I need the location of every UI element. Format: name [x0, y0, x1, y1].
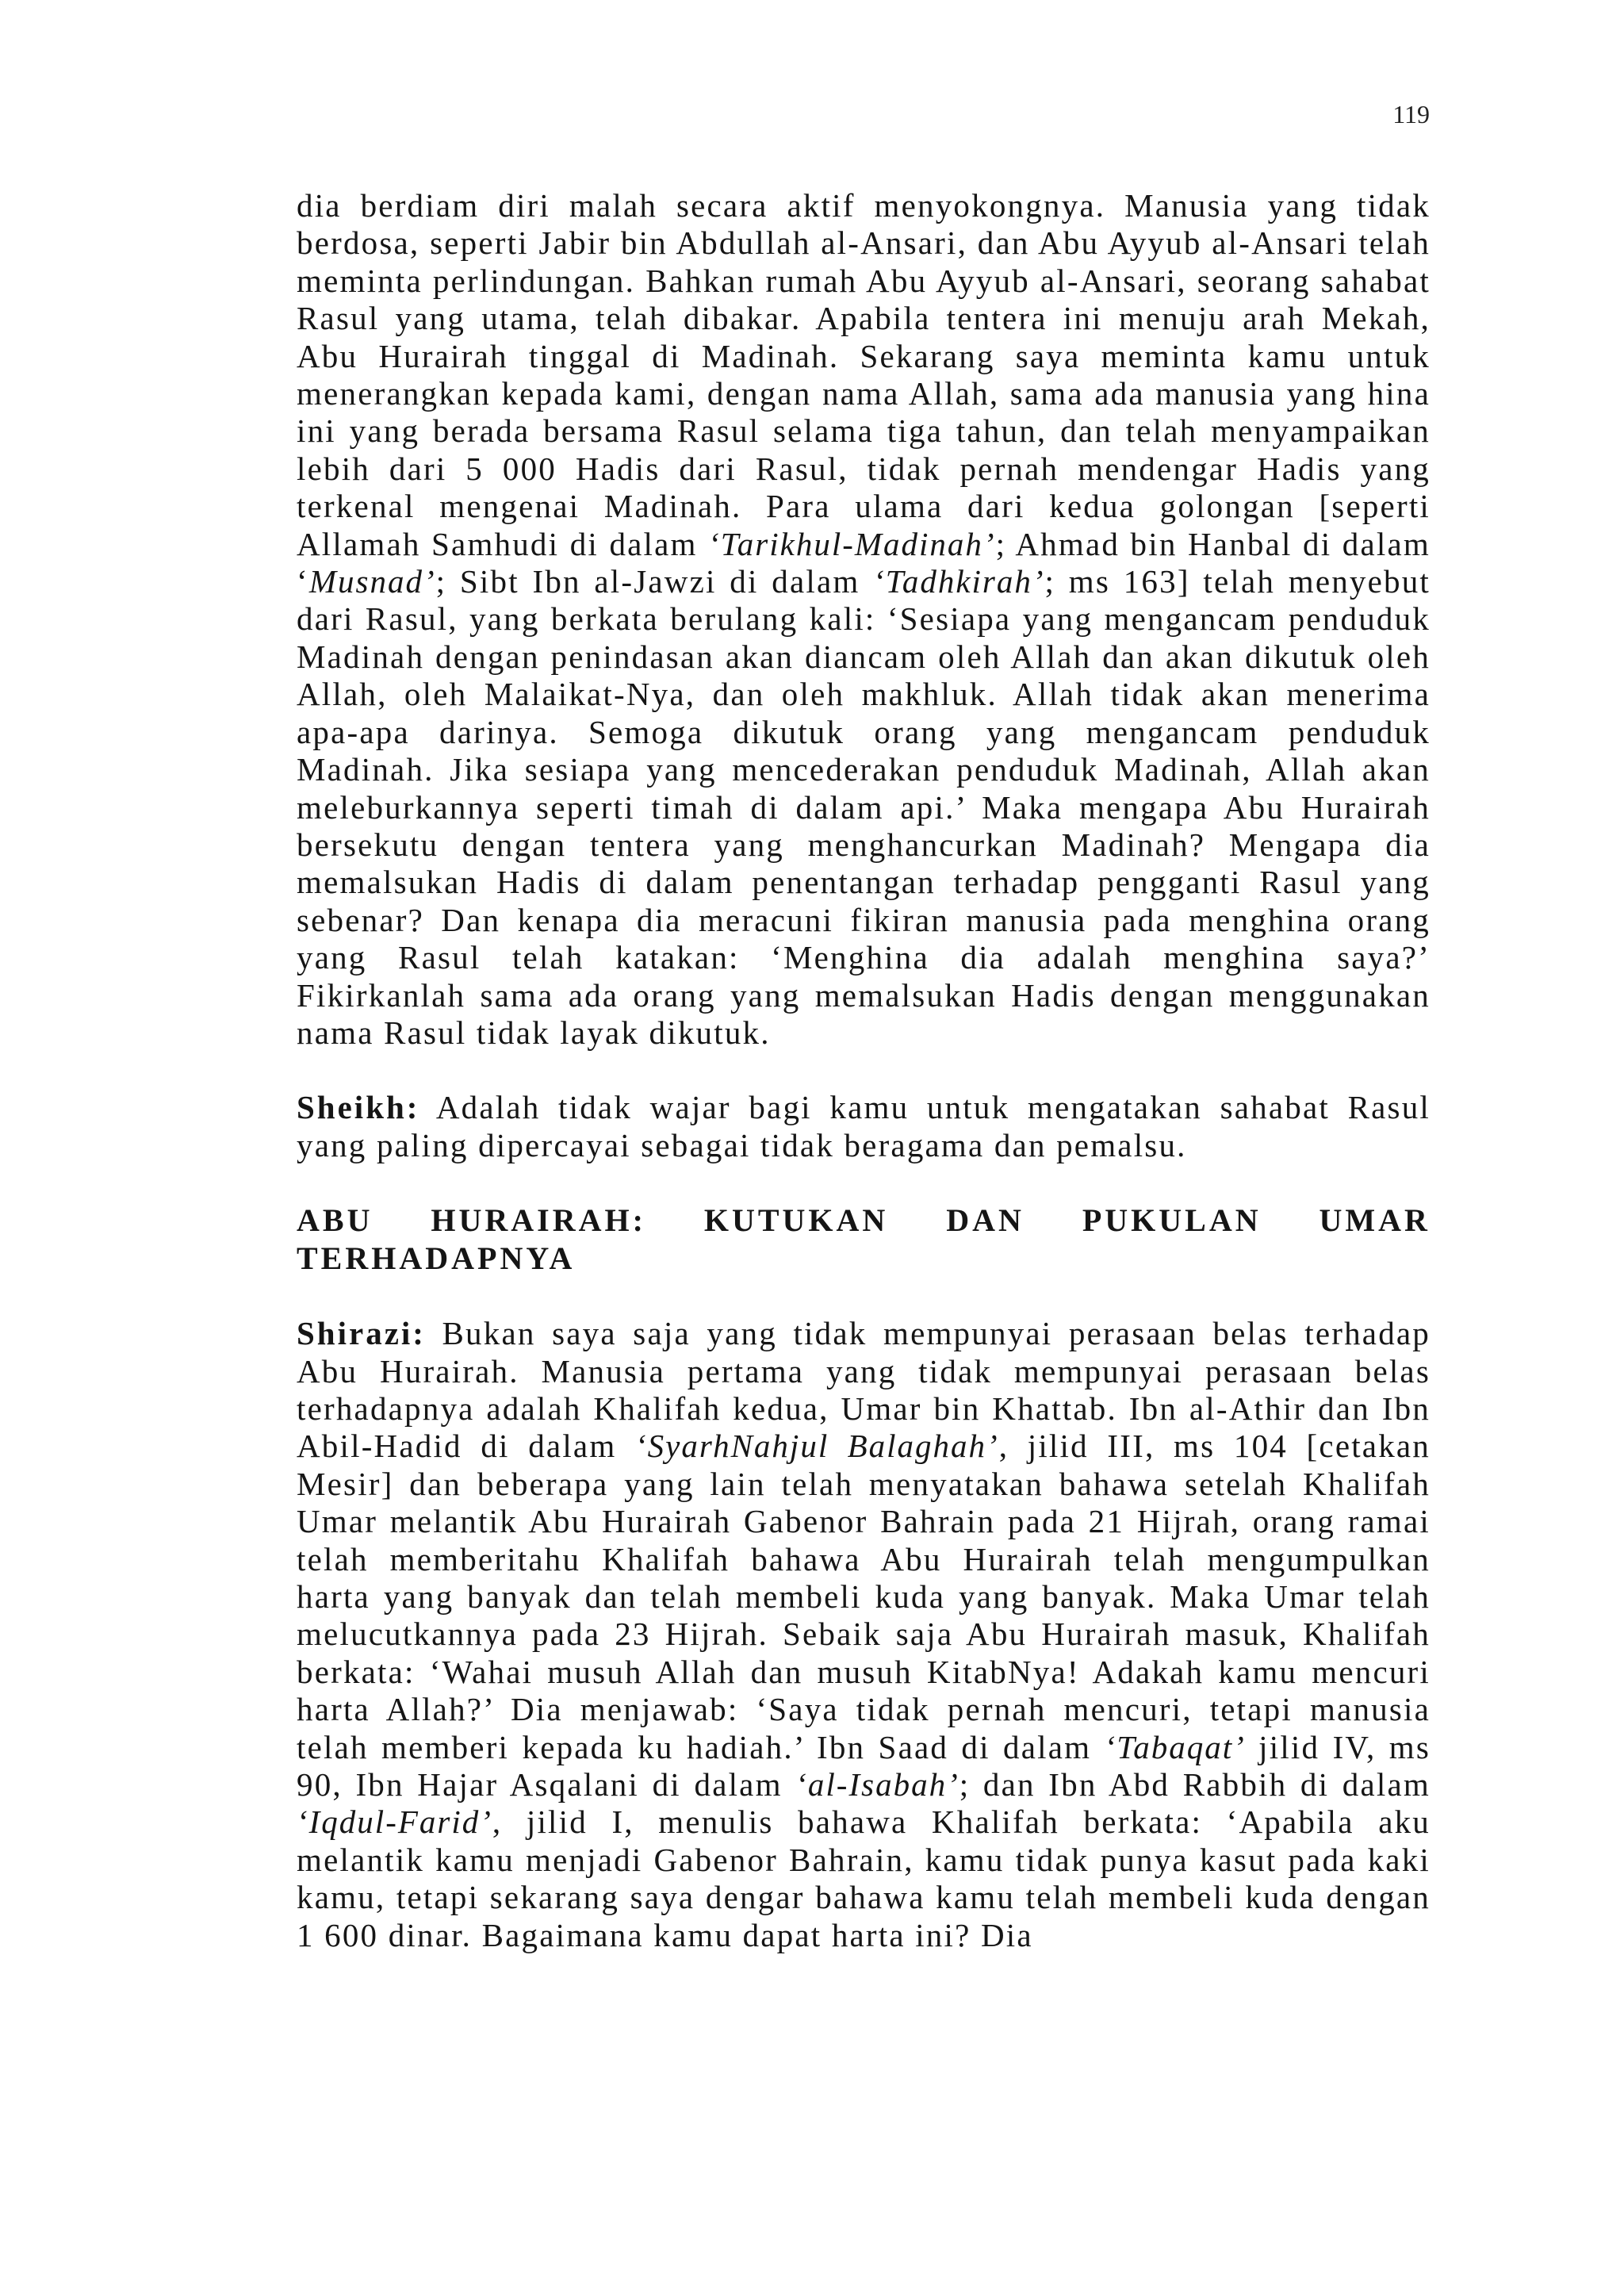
- paragraph-continued: [297, 187, 1431, 1052]
- text-segment: ; ms 163] telah menyebut dari Rasul, yang berkata berulang kali: ‘Sesiapa yang mengancam penduduk Madinah dengan penindasan akan diancam oleh Allah dan akan dikutuk oleh Allah, oleh Malaikat-Nya, dan oleh makhluk. Allah tidak akan menerima apa-apa darinya. Semoga dikutuk orang yang mengancam penduduk Madinah. Jika sesiapa yang mencederakan penduduk Madinah, Allah akan meleburkannya seperti timah di dalam api.’ Maka mengapa Abu Hurairah bersekutu dengan tentera yang menghancurkan Madinah? Mengapa dia memalsukan Hadis di dalam penentangan terhadap pengganti Rasul yang sebenar? Dan kenapa dia meracuni fikiran manusia pada menghina orang yang Rasul telah katakan: ‘Menghina dia adalah menghina saya?’ Fikirkanlah sama ada orang yang memalsukan Hadis dengan menggunakan nama Rasul tidak layak dikutuk.: [297, 563, 1431, 1051]
- paragraph-sheikh: [297, 1089, 1431, 1164]
- text-segment: ; dan Ibn Abd Rabbih di dalam: [959, 1766, 1431, 1803]
- page-body: [297, 187, 1431, 1954]
- heading-word: DAN: [946, 1202, 1025, 1239]
- book-title: ‘SyarhNahjul Balaghah’: [635, 1428, 999, 1465]
- page-number: 119: [1392, 100, 1430, 128]
- text-segment: ; Ahmad bin Hanbal di dalam ‘: [297, 525, 1431, 600]
- text-segment: Adalah tidak wajar bagi kamu untuk mengatakan sahabat Rasul yang paling dipercayai sebagai tidak beragama dan pemalsu.: [297, 1089, 1431, 1163]
- heading-word: PUKULAN: [1082, 1202, 1262, 1239]
- book-title: ‘Tabaqat’: [1104, 1728, 1246, 1765]
- text-segment: Bukan saya saja yang tidak mempunyai perasaan belas terhadap Abu Hurairah. Manusia pertama yang tidak mempunyai perasaan belas terhadapnya adalah Khalifah kedua, Umar bin Khattab. Ibn al-Athir dan Ibn Abil-Hadid di dalam: [297, 1315, 1431, 1465]
- text-segment: dia berdiam diri malah secara aktif menyokongnya. Manusia yang tidak berdosa, seperti Jabir bin Abdullah al-Ansari, dan Abu Ayyub al-Ansari telah meminta perlindungan. Bahkan rumah Abu Ayyub al-Ansari, seorang sahabat Rasul yang utama, telah dibakar. Apabila tentera ini menuju arah Mekah, Abu Hurairah tinggal di Madinah. Sekarang saya meminta kamu untuk menerangkan kepada kami, dengan nama Allah, sama ada manusia yang hina ini yang berada bersama Rasul selama tiga tahun, dan telah menyampaikan lebih dari 5 000 Hadis dari Rasul, tidak pernah mendengar Hadis yang terkenal mengenai Madinah. Para ulama dari kedua golongan [seperti Allamah Samhudi di dalam: [297, 187, 1431, 562]
- heading-word: ABU: [297, 1202, 373, 1239]
- text-segment: , jilid I, menulis bahawa Khalifah berkata: ‘Apabila aku melantik kamu menjadi Gabenor Bahrain, kamu tidak punya kasut pada kaki kamu, tetapi sekarang saya dengar bahawa kamu telah membeli kuda dengan 1 600 dinar. Bagaimana kamu dapat harta ini? Dia: [297, 1803, 1431, 1953]
- paragraph-shirazi: [297, 1315, 1431, 1954]
- heading-word: HURAIRAH:: [431, 1202, 646, 1239]
- book-title: ‘Tadhkirah’: [873, 563, 1045, 600]
- book-title: ‘Tarikhul-Madinah’: [708, 525, 996, 562]
- book-title: Musnad’: [308, 563, 436, 600]
- heading-line-2: TERHADAPNYA: [297, 1240, 576, 1277]
- speaker-label: Sheikh:: [297, 1089, 420, 1126]
- heading-word: UMAR: [1319, 1202, 1431, 1239]
- text-segment: , jilid III, ms 104 [cetakan Mesir] dan beberapa yang lain telah menyatakan bahawa setelah Khalifah Umar melantik Abu Hurairah Gabenor Bahrain pada 21 Hijrah, orang ramai telah memberitahu Khalifah bahawa Abu Hurairah telah mengumpulkan harta yang banyak dan telah membeli kuda yang banyak. Maka Umar telah melucutkannya pada 23 Hijrah. Sebaik saja Abu Hurairah masuk, Khalifah berkata: ‘Wahai musuh Allah dan musuh KitabNya! Adakah kamu mencuri harta Allah?’ Dia menjawab: ‘Saya tidak pernah mencuri, tetapi manusia telah memberi kepada ku hadiah.’ Ibn Saad di dalam: [297, 1428, 1431, 1765]
- speaker-label: Shirazi:: [297, 1315, 426, 1352]
- book-title: ‘Iqdul-Farid’: [297, 1803, 492, 1841]
- text-segment: jilid IV, ms 90, Ibn Hajar Asqalani di dalam: [297, 1728, 1431, 1803]
- text-segment: ; Sibt Ibn al-Jawzi di dalam: [435, 563, 874, 600]
- section-heading: [297, 1202, 1431, 1278]
- heading-word: KUTUKAN: [703, 1202, 889, 1239]
- book-title: ‘al-Isabah’: [795, 1766, 959, 1803]
